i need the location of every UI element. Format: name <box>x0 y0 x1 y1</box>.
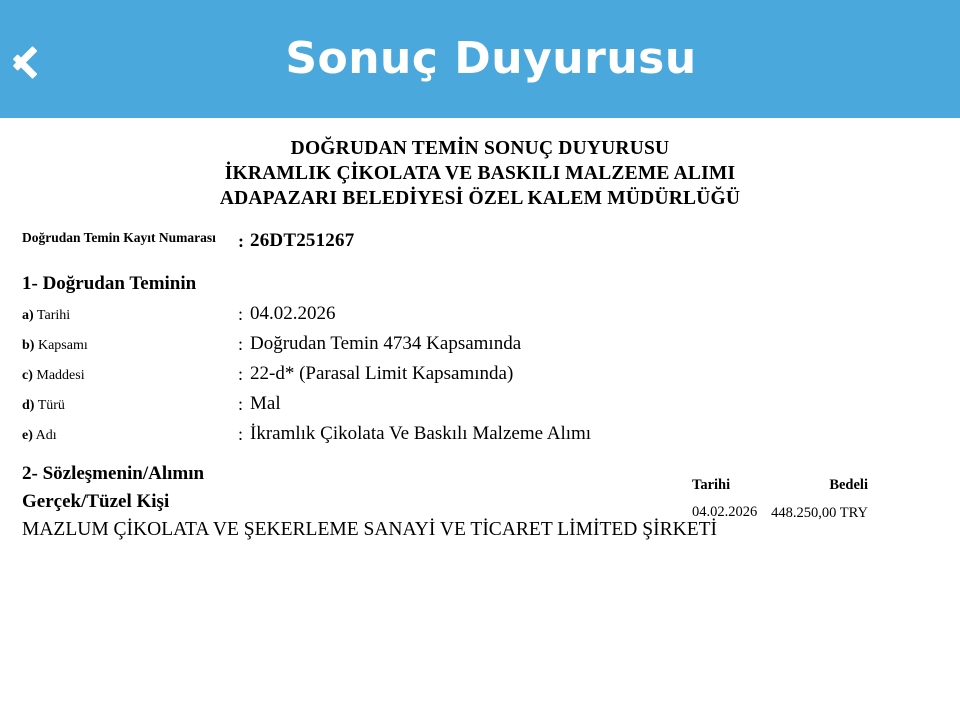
amount-table <box>690 477 870 522</box>
table-row <box>0 331 960 361</box>
registration-row <box>0 229 960 271</box>
row-key-letter: b) <box>22 338 35 353</box>
row-value-adi: İkramlık Çikolata Ve Baskılı Malzeme Alımı <box>250 423 592 444</box>
document-title <box>0 118 960 211</box>
registration-label: Doğrudan Temin Kayıt Numarası <box>22 230 216 245</box>
document-title-line-1: DOĞRUDAN TEMİN SONUÇ DUYURUSU <box>290 138 670 159</box>
row-key-letter: e) <box>22 428 33 443</box>
document-body <box>0 118 960 720</box>
row-key-tarihi <box>22 307 70 324</box>
row-key-label: Adı <box>35 428 57 443</box>
page-title: Sonuç Duyurusu <box>285 33 697 84</box>
row-colon: : <box>238 334 244 354</box>
amount-col-date-header: Tarihi <box>692 477 731 493</box>
back-button[interactable] <box>0 0 92 118</box>
row-colon: : <box>238 364 244 384</box>
row-key-label: Tarihi <box>36 308 71 323</box>
section-2-subheading: Gerçek/Tüzel Kişi <box>22 491 170 512</box>
table-row <box>0 421 960 451</box>
row-key-turu <box>22 397 65 414</box>
amount-table-row <box>690 504 870 522</box>
row-key-label: Maddesi <box>36 368 85 383</box>
section-2-heading: 2- Sözleşmenin/Alımın <box>22 463 205 484</box>
table-row <box>0 361 960 391</box>
row-key-label: Kapsamı <box>37 338 88 353</box>
amount-value: 448.250,00 TRY <box>771 505 868 521</box>
chevron-left-icon <box>31 31 61 87</box>
row-key-label: Türü <box>37 398 65 413</box>
row-key-adi <box>22 427 57 444</box>
table-row <box>0 301 960 331</box>
section-2 <box>0 463 960 543</box>
row-colon: : <box>238 394 244 414</box>
row-value-turu: Mal <box>250 393 281 414</box>
row-key-letter: d) <box>22 398 35 413</box>
section-1-rows <box>0 301 960 451</box>
row-colon: : <box>238 424 244 444</box>
row-colon: : <box>238 304 244 324</box>
table-row <box>0 391 960 421</box>
section-1-heading: 1- Doğrudan Teminin <box>22 273 197 294</box>
document-title-line-3: ADAPAZARI BELEDİYESİ ÖZEL KALEM MÜDÜRLÜĞÜ <box>219 188 741 209</box>
row-key-maddesi <box>22 367 85 384</box>
registration-value: 26DT251267 <box>250 230 355 251</box>
row-value-maddesi: 22-d* (Parasal Limit Kapsamında) <box>250 363 514 384</box>
row-value-kapsami: Doğrudan Temin 4734 Kapsamında <box>250 333 522 354</box>
row-value-tarihi: 04.02.2026 <box>250 303 336 324</box>
amount-col-amount-header: Bedeli <box>829 477 868 493</box>
amount-date-value: 04.02.2026 <box>692 504 758 520</box>
row-key-kapsami <box>22 337 88 354</box>
document-title-line-2: İKRAMLIK ÇİKOLATA VE BASKILI MALZEME ALIMI <box>224 163 736 184</box>
registration-colon: : <box>238 231 244 251</box>
party-name: MAZLUM ÇİKOLATA VE ŞEKERLEME SANAYİ VE TİCARET LİMİTED ŞİRKETİ <box>22 519 718 540</box>
row-key-letter: c) <box>22 368 33 383</box>
row-key-letter: a) <box>22 308 34 323</box>
app-header <box>0 0 960 118</box>
amount-table-header <box>690 477 870 494</box>
